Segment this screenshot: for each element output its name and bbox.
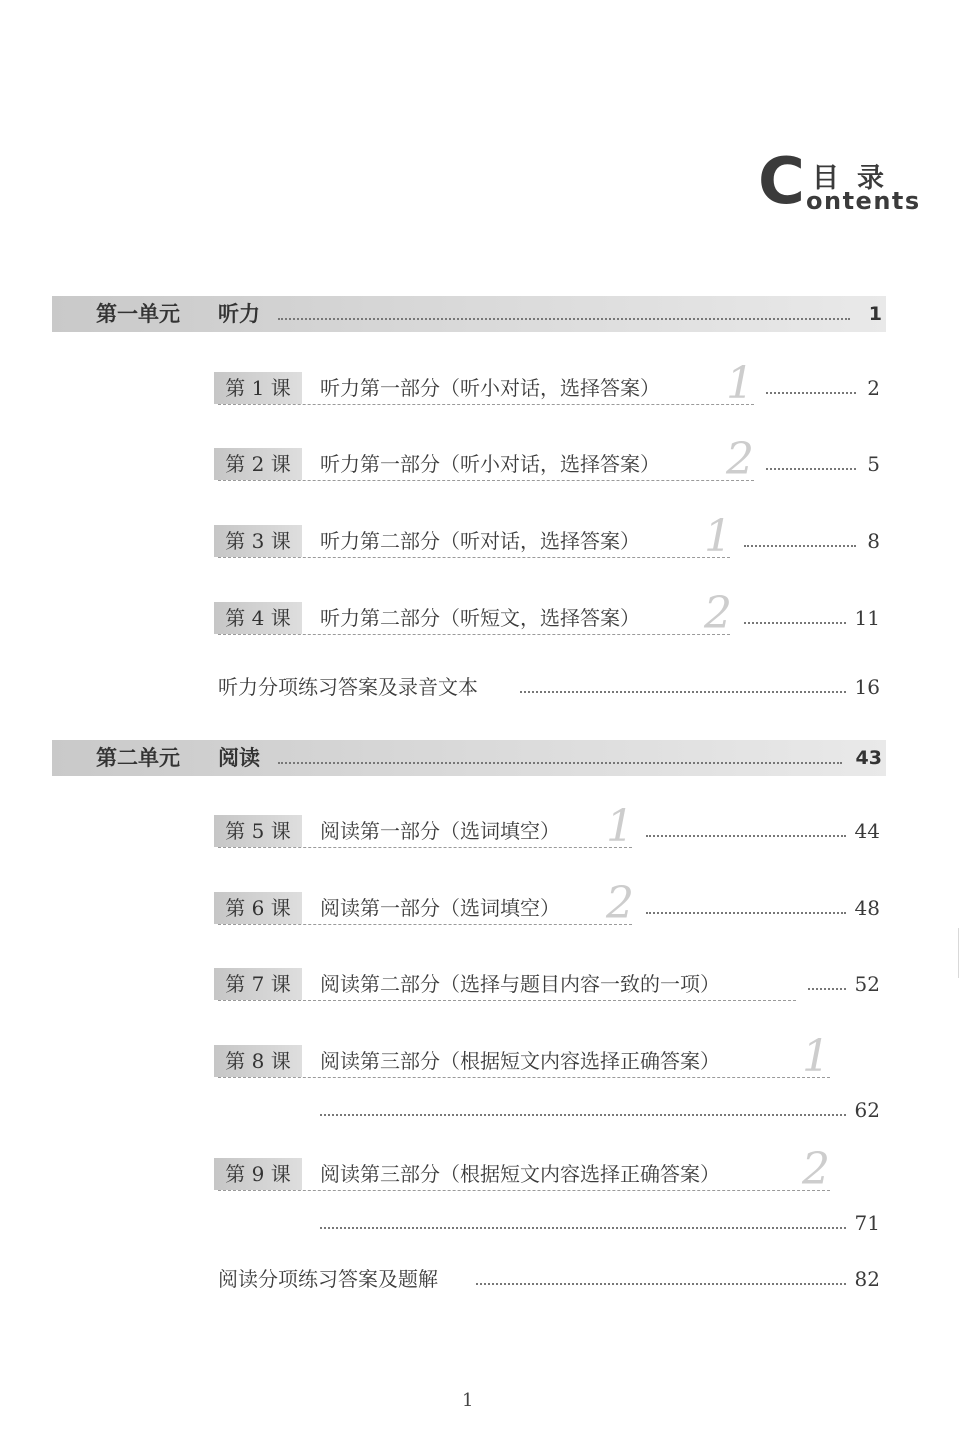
lesson-part-deco: 1	[802, 1031, 830, 1082]
page-number: 8	[867, 529, 880, 553]
appendix-title[interactable]: 听力分项练习答案及录音文本	[218, 675, 478, 699]
dot-leader	[808, 988, 846, 990]
lesson-part-deco: 2	[704, 588, 732, 639]
lesson-part-deco: 2	[802, 1144, 830, 1195]
unit-label: 第二单元	[96, 746, 180, 770]
dot-leader	[320, 1114, 846, 1116]
unit-label: 第一单元	[96, 302, 180, 326]
lesson-underline	[218, 924, 632, 925]
dot-leader	[646, 912, 846, 914]
lesson-badge: 第 4 课	[214, 602, 302, 634]
lesson-underline	[218, 847, 632, 848]
appendix-title[interactable]: 阅读分项练习答案及题解	[218, 1267, 438, 1291]
dot-leader	[476, 1283, 846, 1285]
contents-heading-en: ontents	[806, 187, 921, 215]
lesson-title[interactable]: 阅读第三部分（根据短文内容选择正确答案）	[320, 1162, 720, 1186]
dot-leader	[520, 691, 846, 693]
lesson-title[interactable]: 阅读第一部分（选词填空）	[320, 819, 560, 843]
lesson-badge: 第 1 课	[214, 372, 302, 404]
lesson-title[interactable]: 听力第一部分（听小对话，选择答案）	[320, 376, 660, 400]
lesson-underline	[218, 480, 754, 481]
lesson-title[interactable]: 阅读第二部分（选择与题目内容一致的一项）	[320, 972, 720, 996]
dot-leader	[766, 392, 856, 394]
lesson-title[interactable]: 听力第二部分（听短文，选择答案）	[320, 606, 640, 630]
page-number: 44	[854, 819, 880, 843]
lesson-badge: 第 7 课	[214, 968, 302, 1000]
dot-leader	[744, 545, 856, 547]
lesson-title[interactable]: 听力第一部分（听小对话，选择答案）	[320, 452, 660, 476]
page-number: 2	[867, 376, 880, 400]
lesson-title[interactable]: 阅读第一部分（选词填空）	[320, 896, 560, 920]
page-number: 16	[854, 675, 880, 699]
lesson-title[interactable]: 听力第二部分（听对话，选择答案）	[320, 529, 640, 553]
lesson-underline	[218, 404, 754, 405]
dot-leader	[278, 762, 842, 764]
lesson-badge: 第 5 课	[214, 815, 302, 847]
dot-leader	[320, 1227, 846, 1229]
page-edge-mark	[954, 928, 959, 978]
lesson-underline	[218, 557, 730, 558]
lesson-underline	[218, 634, 730, 635]
page-number: 5	[867, 452, 880, 476]
page-number: 1	[868, 303, 882, 325]
lesson-part-deco: 2	[726, 434, 754, 485]
page-number: 48	[854, 896, 880, 920]
lesson-badge: 第 6 课	[214, 892, 302, 924]
contents-logo-letter: C	[758, 145, 805, 219]
lesson-part-deco: 1	[606, 801, 634, 852]
page-number: 82	[854, 1267, 880, 1291]
unit-title[interactable]: 阅读	[218, 746, 260, 770]
lesson-badge: 第 2 课	[214, 448, 302, 480]
lesson-underline	[218, 1000, 796, 1001]
lesson-part-deco: 1	[726, 358, 754, 409]
contents-heading-zh: 目录	[812, 163, 902, 194]
dot-leader	[744, 622, 846, 624]
dot-leader	[766, 468, 856, 470]
lesson-badge: 第 9 课	[214, 1158, 302, 1190]
page-number: 11	[854, 606, 880, 630]
lesson-title[interactable]: 阅读第三部分（根据短文内容选择正确答案）	[320, 1049, 720, 1073]
lesson-part-deco: 1	[704, 511, 732, 562]
unit-title[interactable]: 听力	[218, 302, 260, 326]
lesson-badge: 第 3 课	[214, 525, 302, 557]
footer-page-number: 1	[462, 1390, 474, 1411]
page-number: 71	[854, 1211, 880, 1235]
lesson-underline	[218, 1077, 830, 1078]
lesson-part-deco: 2	[606, 878, 634, 929]
page-number: 62	[854, 1098, 880, 1122]
page-number: 52	[854, 972, 880, 996]
page-number: 43	[855, 747, 882, 769]
dot-leader	[646, 835, 846, 837]
dot-leader	[278, 318, 850, 320]
lesson-underline	[218, 1190, 830, 1191]
lesson-badge: 第 8 课	[214, 1045, 302, 1077]
